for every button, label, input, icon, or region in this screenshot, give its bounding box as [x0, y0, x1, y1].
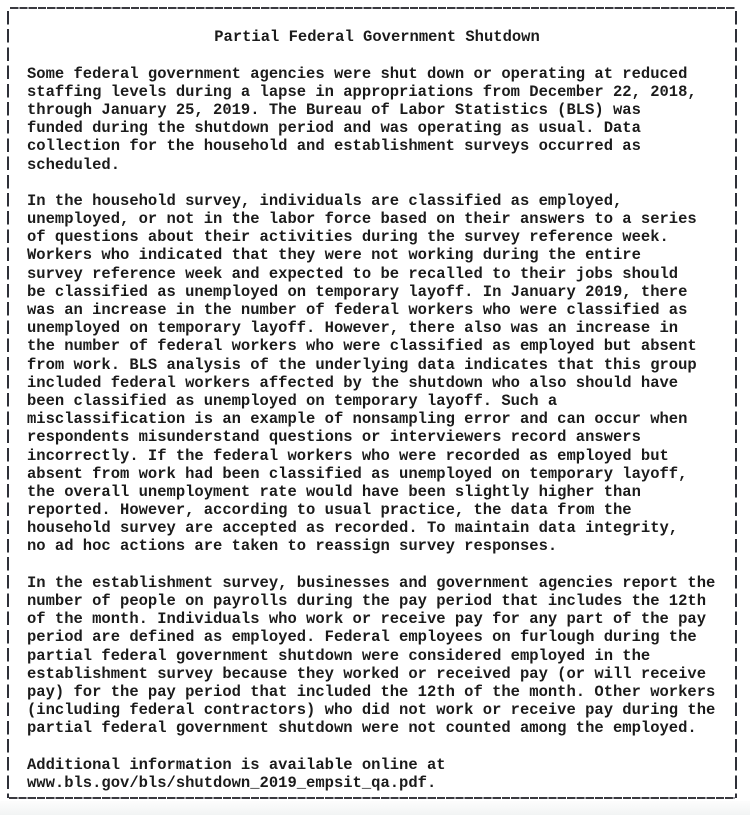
notice-line-establishment-survey: partial federal government shutdown were not counted among the employed. [27, 719, 697, 738]
blank-line [27, 10, 727, 28]
notice-line-household-survey: reported. However, according to usual practice, the data from the [27, 501, 632, 520]
blank-line [27, 46, 727, 64]
notice-line-household-survey: Workers who indicated that they were not working during the entire [27, 246, 641, 265]
notice-line-household-survey: the number of federal workers who were classified as employed but absent [27, 337, 697, 356]
notice-url-line: www.bls.gov/bls/shutdown_2019_empsit_qa.pdf. [27, 773, 437, 792]
notice-line-establishment-survey: period are defined as employed. Federal employees on furlough during the [27, 628, 697, 647]
notice-line-establishment-survey: (including federal contractors) who did not work or receive pay during the [27, 701, 716, 720]
notice-line-intro: staffing levels during a lapse in appropriations from December 22, 2018, [27, 82, 697, 101]
notice-line-household-survey: no ad hoc actions are taken to reassign survey responses. [27, 537, 558, 556]
notice-line-establishment-survey: pay) for the pay period that included the 12th of the month. Other workers [27, 682, 716, 701]
notice-line-household-survey: absent from work had been classified as unemployed on temporary layoff, [27, 464, 688, 483]
page-bottom-edge [0, 801, 750, 815]
ascii-box-right-border [735, 11, 737, 798]
notice-line-household-survey: household survey are accepted as recorded. To maintain data integrity, [27, 519, 679, 538]
notice-line-household-survey: survey reference week and expected to be recalled to their jobs should [27, 264, 679, 283]
notice-line-more-info: Additional information is available online at [27, 755, 446, 774]
notice-line-household-survey: been classified as unemployed on temporary layoff. Such a [27, 391, 558, 410]
notice-line-household-survey: was an increase in the number of federal workers who were classified as [27, 301, 688, 319]
notice-line-household-survey: misclassification is an example of nonsampling error and can occur when [27, 410, 688, 429]
notice-line-household-survey: incorrectly. If the federal workers who were recorded as employed but [27, 446, 669, 465]
notice-line-establishment-survey: number of people on payrolls during the pay period that includes the 12th [27, 592, 707, 610]
notice-line-household-survey: be classified as unemployed on temporary layoff. In January 2019, there [27, 282, 688, 301]
notice-title: Partial Federal Government Shutdown [214, 28, 540, 47]
notice-line-household-survey: In the household survey, individuals are classified as employed, [27, 191, 623, 210]
notice-line-household-survey: included federal workers affected by the shutdown who also should have [27, 373, 679, 392]
notice-line-household-survey: unemployed on temporary layoff. However, there also was an increase in [27, 319, 679, 338]
notice-line-household-survey: unemployed, or not in the labor force based on their answers to a series [27, 210, 697, 229]
notice-line-intro: Some federal government agencies were shut down or operating at reduced [27, 64, 688, 83]
blank-line [27, 556, 727, 574]
notice-line-establishment-survey: establishment survey because they worked or received pay (or will receive [27, 664, 707, 683]
notice-text [27, 10, 727, 810]
blank-line [27, 174, 727, 192]
notice-line-intro: collection for the household and establishment surveys occurred as [27, 137, 641, 156]
notice-line-establishment-survey: of the month. Individuals who work or receive pay for any part of the pay [27, 610, 707, 629]
notice-line-intro: scheduled. [27, 155, 121, 174]
notice-line-intro: funded during the shutdown period and was operating as usual. Data [27, 119, 641, 138]
notice-line-establishment-survey: In the establishment survey, businesses and government agencies report the [27, 573, 716, 592]
notice-line-household-survey: from work. BLS analysis of the underlying data indicates that this group [27, 355, 697, 374]
notice-line-household-survey: of questions about their activities during the survey reference week. [27, 228, 669, 247]
ascii-box-top-border [10, 7, 735, 9]
notice-line-intro: through January 25, 2019. The Bureau of Labor Statistics (BLS) was [27, 100, 641, 119]
ascii-box-left-border [7, 11, 9, 798]
notice-line-household-survey: the overall unemployment rate would have been slightly higher than [27, 482, 641, 501]
blank-line [27, 738, 727, 756]
notice-line-household-survey: respondents misunderstand questions or interviewers record answers [27, 428, 641, 447]
notice-line-establishment-survey: partial federal government shutdown were considered employed in the [27, 646, 651, 665]
